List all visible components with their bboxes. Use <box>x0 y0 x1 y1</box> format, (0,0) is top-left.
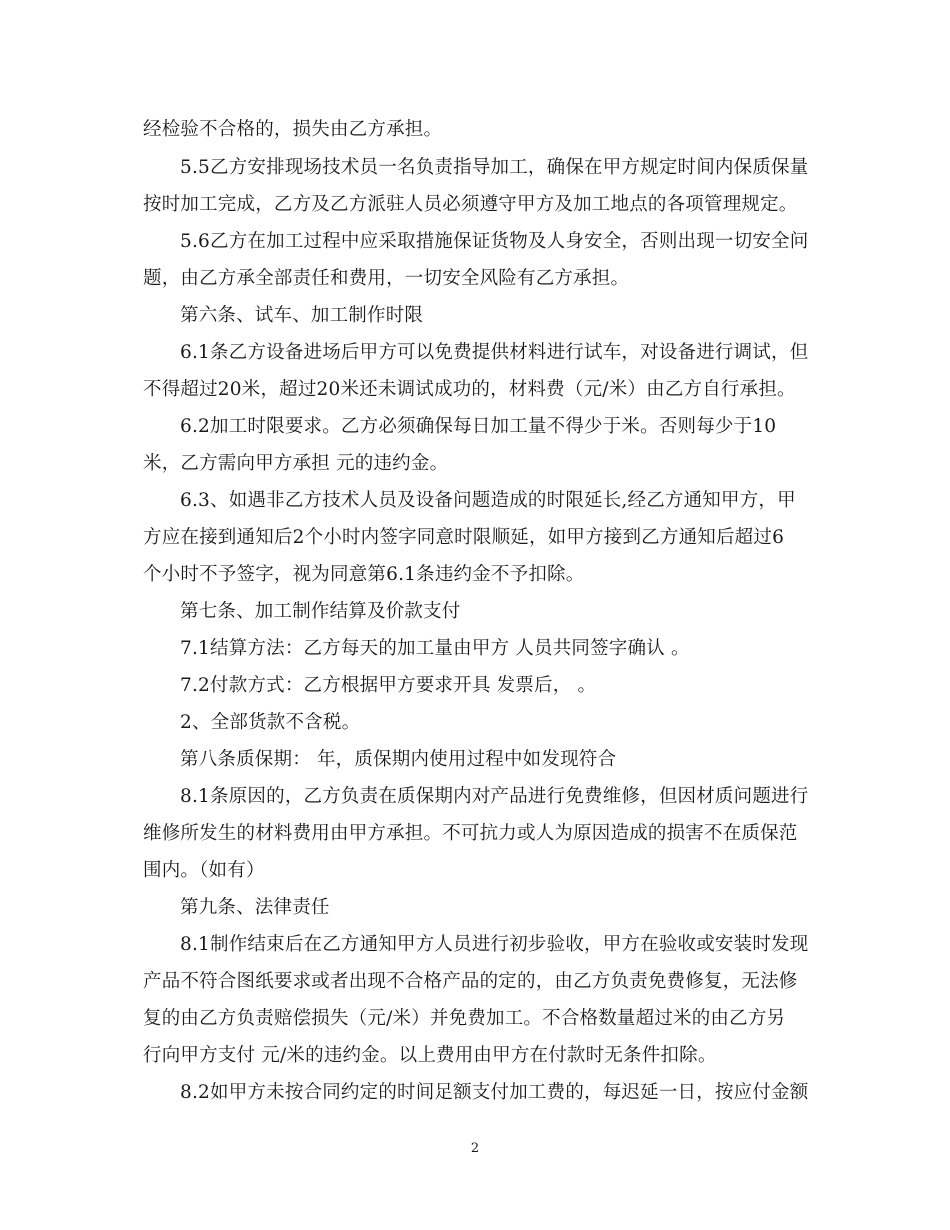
paragraph-line: 5.6乙方在加工过程中应采取措施保证货物及人身安全，否则出现一切安全问 <box>180 231 809 252</box>
paragraph-line: 不得超过20米，超过20米还未调试成功的，材料费（元/米）由乙方自行承担。 <box>143 379 796 400</box>
paragraph-line: 题，由乙方承全部责任和费用，一切安全风险有乙方承担。 <box>143 268 630 289</box>
paragraph-line: 6.3、如遇非乙方技术人员及设备问题造成的时限延长,经乙方通知甲方，甲 <box>180 490 796 511</box>
paragraph-line: 按时加工完成，乙方及乙方派驻人员必须遵守甲方及加工地点的各项管理规定。 <box>143 194 798 215</box>
paragraph-line: 复的由乙方负责赔偿损失（元/米）并免费加工。不合格数量超过米的由乙方另 <box>143 1008 786 1029</box>
paragraph-line: 7.1结算方法：乙方每天的加工量由甲方 人员共同签字确认 。 <box>180 638 690 659</box>
paragraph-line: 6.2加工时限要求。乙方必须确保每日加工量不得少于米。否则每少于10 <box>180 416 777 437</box>
paragraph-line: 7.2付款方式：乙方根据甲方要求开具 发票后， 。 <box>180 675 597 696</box>
paragraph-line: 方应在接到通知后2个小时内签字同意时限顺延，如甲方接到乙方通知后超过6 <box>143 527 785 548</box>
paragraph-line: 6.1条乙方设备进场后甲方可以免费提供材料进行试车，对设备进行调试，但 <box>180 342 809 363</box>
section-heading: 第八条质保期： 年，质保期内使用过程中如发现符合 <box>180 749 617 770</box>
paragraph-line: 米，乙方需向甲方承担 元的违约金。 <box>143 453 449 474</box>
paragraph-line: 8.2如甲方未按合同约定的时间足额支付加工费的，每迟延一日，按应付金额 <box>180 1082 809 1103</box>
section-heading: 第七条、加工制作结算及价款支付 <box>180 601 461 622</box>
section-heading: 第九条、法律责任 <box>180 897 330 918</box>
paragraph-line: 行向甲方支付 元/米的违约金。以上费用由甲方在付款时无条件扣除。 <box>143 1045 717 1066</box>
paragraph-line: 经检验不合格的，损失由乙方承担。 <box>143 119 443 140</box>
paragraph-line: 5.5乙方安排现场技术员一名负责指导加工，确保在甲方规定时间内保质保量 <box>180 157 809 178</box>
paragraph-line: 2、全部货款不含税。 <box>180 712 361 733</box>
paragraph-line: 围内。（如有） <box>143 860 265 881</box>
paragraph-line: 8.1条原因的，乙方负责在质保期内对产品进行免费维修，但因材质问题进行 <box>180 786 809 807</box>
page-number: 2 <box>470 1141 480 1156</box>
paragraph-line: 维修所发生的材料费用由甲方承担。不可抗力或人为原因造成的损害不在质保范 <box>143 823 798 844</box>
section-heading: 第六条、试车、加工制作时限 <box>180 305 424 326</box>
paragraph-line: 产品不符合图纸要求或者出现不合格产品的定的，由乙方负责免费修复，无法修 <box>143 971 798 992</box>
paragraph-line: 8.1制作结束后在乙方通知甲方人员进行初步验收，甲方在验收或安装时发现 <box>180 934 809 955</box>
paragraph-line: 个小时不予签字，视为同意第6.1条违约金不予扣除。 <box>143 564 585 585</box>
